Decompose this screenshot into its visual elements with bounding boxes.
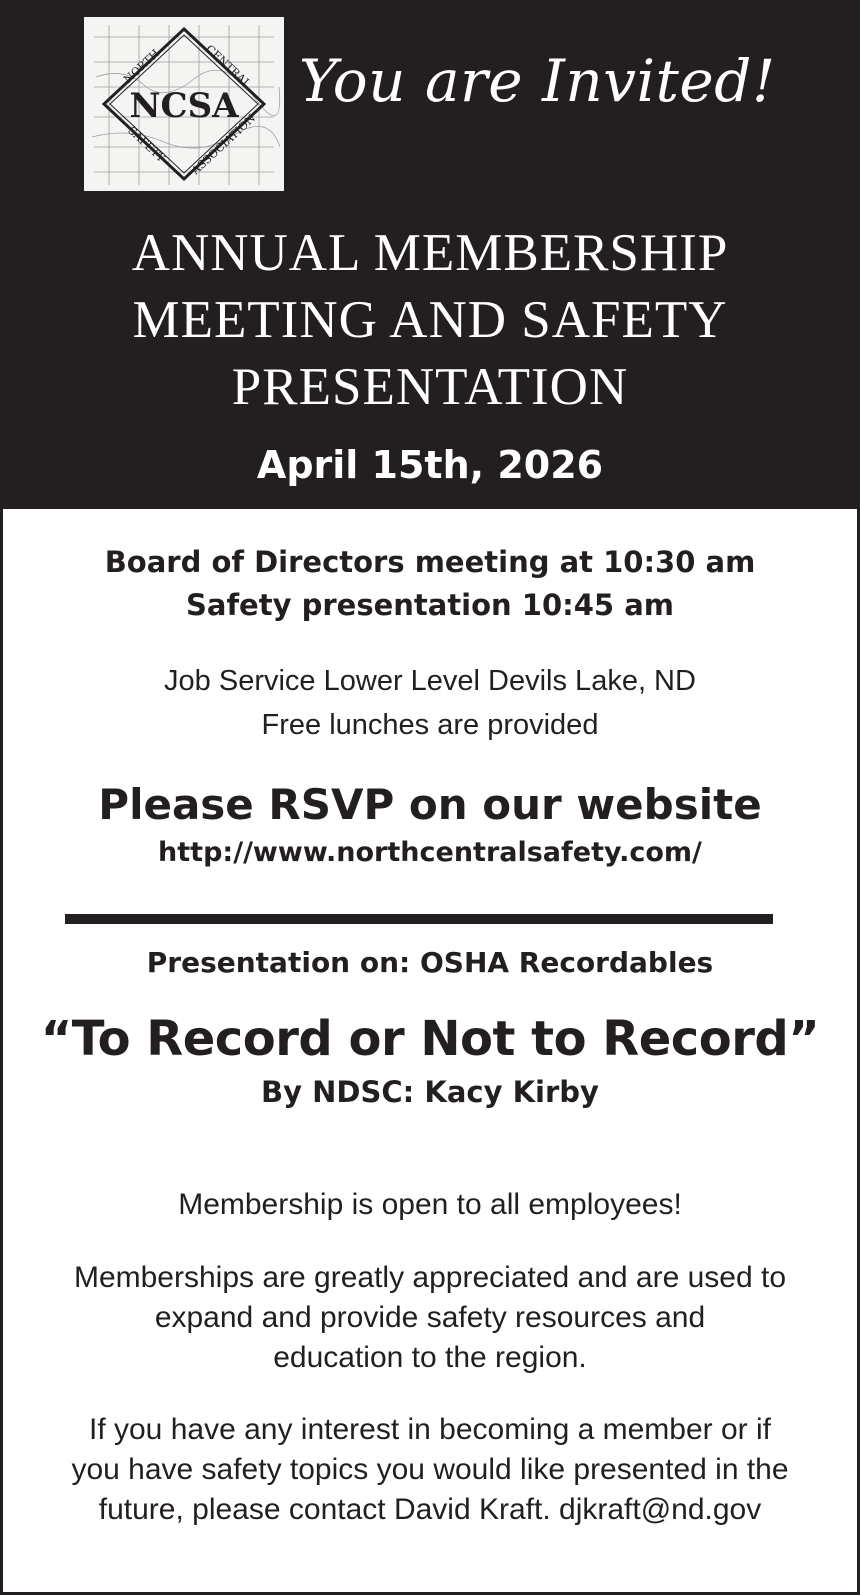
rsvp-url-link[interactable]: http://www.northcentralsafety.com/	[158, 837, 702, 868]
presenter-byline: By NDSC: Kacy Kirby	[261, 1075, 599, 1109]
presentation-title: “To Record or Not to Record”	[40, 1011, 820, 1067]
logo-graphic	[84, 17, 284, 191]
invite-heading: You are Invited!	[299, 47, 776, 115]
venue-info	[3, 659, 857, 747]
schedule	[3, 541, 857, 627]
appreciation-line: Memberships are greatly appreciated and are used to	[73, 1261, 787, 1294]
event-title-line: ANNUAL MEMBERSHIP	[131, 224, 729, 282]
event-title-line: PRESENTATION	[231, 358, 629, 416]
header-banner	[3, 3, 857, 509]
presentation-topic: Presentation on: OSHA Recordables	[146, 946, 714, 979]
rsvp-heading: Please RSVP on our website	[98, 780, 762, 829]
divider-rule	[65, 914, 773, 924]
contact-line: If you have any interest in becoming a member or if	[88, 1413, 771, 1446]
schedule-line: Board of Directors meeting at 10:30 am	[104, 545, 756, 579]
membership-contact	[3, 1410, 857, 1530]
logo-word-safety: SAFETY	[125, 124, 168, 165]
logo-word-central: CENTRAL	[203, 42, 254, 91]
contact-line: you have safety topics you would like presented in the	[71, 1453, 789, 1486]
schedule-line: Safety presentation 10:45 am	[185, 588, 674, 622]
event-title	[3, 220, 857, 421]
logo-word-north: NORTH	[121, 46, 163, 87]
venue-line: Free lunches are provided	[261, 709, 599, 741]
membership-open-note: Membership is open to all employees!	[178, 1188, 682, 1221]
appreciation-line: education to the region.	[273, 1341, 587, 1374]
appreciation-line: expand and provide safety resources and	[154, 1301, 706, 1334]
contact-line: future, please contact David Kraft. djkraft@nd.gov	[98, 1493, 762, 1526]
logo-word-association: ASSOCIATION	[189, 111, 259, 178]
ncsa-logo	[84, 17, 284, 191]
event-date: April 15th, 2026	[256, 443, 604, 487]
membership-appreciation	[3, 1258, 857, 1378]
logo-name: NCSA	[129, 86, 239, 126]
venue-line: Job Service Lower Level Devils Lake, ND	[164, 665, 696, 697]
event-title-line: MEETING AND SAFETY	[132, 291, 728, 349]
